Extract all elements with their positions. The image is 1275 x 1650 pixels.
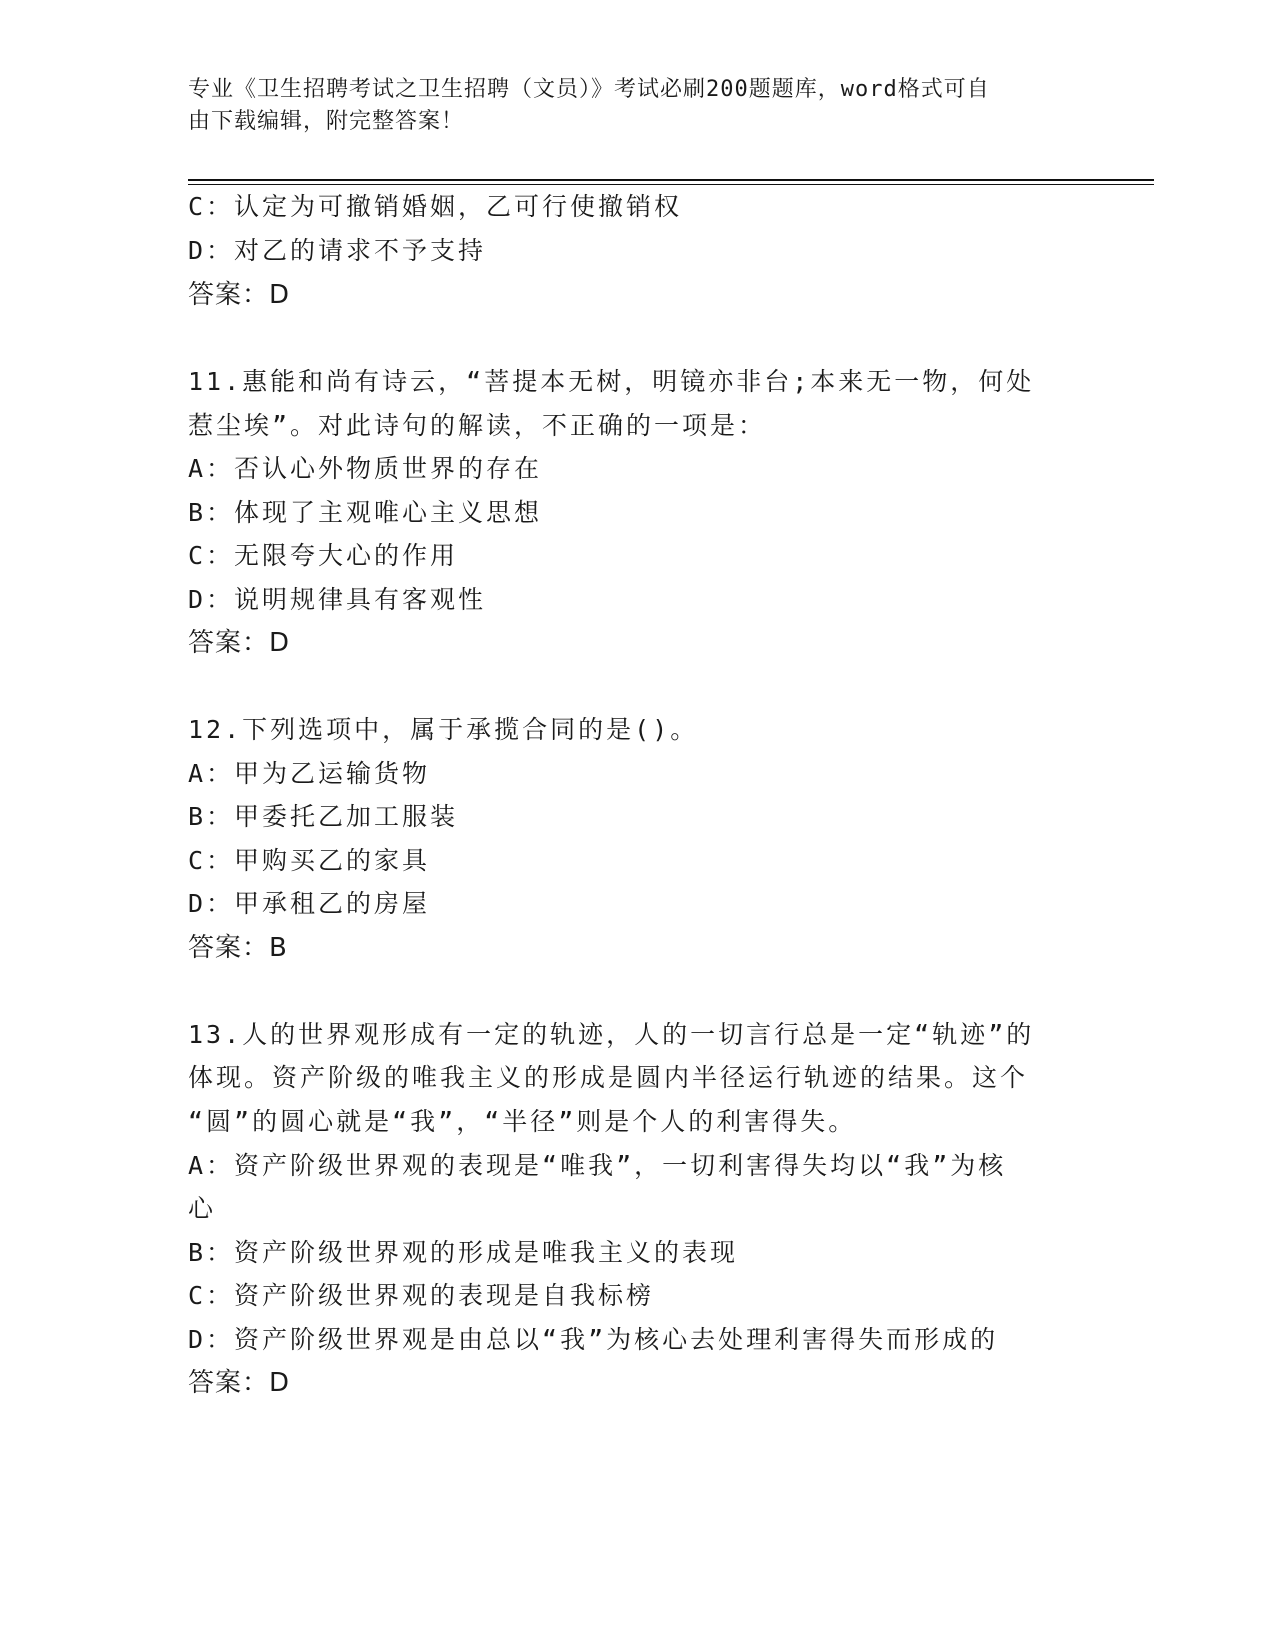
- q11-stem-line-1: 11.惠能和尚有诗云，“菩提本无树，明镜亦非台;本来无一物，何处: [188, 367, 1035, 396]
- q13-option-d: D：资产阶级世界观是由总以“我”为核心去处理利害得失而形成的: [188, 1325, 999, 1354]
- q11-option-b: B：体现了主观唯心主义思想: [188, 498, 543, 527]
- q11-stem-line-2: 惹尘埃”。对此诗句的解读，不正确的一项是：: [188, 411, 767, 440]
- q11-option-a: A：否认心外物质世界的存在: [188, 454, 543, 483]
- q12-option-d: D：甲承租乙的房屋: [188, 889, 431, 918]
- q13-stem-line-2: 体现。资产阶级的唯我主义的形成是圆内半径运行轨迹的结果。这个: [188, 1063, 1029, 1092]
- header-rule-thin: [188, 184, 1154, 185]
- q12-option-a: A：甲为乙运输货物: [188, 759, 431, 788]
- q12-option-b: B：甲委托乙加工服装: [188, 802, 459, 831]
- q11-answer: 答案：D: [188, 628, 291, 658]
- q10-answer: 答案：D: [188, 280, 291, 310]
- q12-option-c: C：甲购买乙的家具: [188, 846, 431, 875]
- q10-option-c: C：认定为可撤销婚姻，乙可行使撤销权: [188, 192, 683, 221]
- q13-option-a-line-1: A：资产阶级世界观的表现是“唯我”，一切利害得失均以“我”为核: [188, 1151, 1007, 1180]
- q10-option-d: D：对乙的请求不予支持: [188, 236, 487, 265]
- q13-option-c: C：资产阶级世界观的表现是自我标榜: [188, 1281, 655, 1310]
- q13-stem-line-1: 13.人的世界观形成有一定的轨迹，人的一切言行总是一定“轨迹”的: [188, 1020, 1035, 1049]
- q13-option-a-line-2: 心: [188, 1194, 217, 1223]
- q12-stem-line-1: 12.下列选项中，属于承揽合同的是()。: [188, 715, 699, 744]
- q13-option-b: B：资产阶级世界观的形成是唯我主义的表现: [188, 1238, 739, 1267]
- header-rule-thick: [188, 179, 1154, 181]
- q13-stem-line-3: “圆”的圆心就是“我”，“半径”则是个人的利害得失。: [188, 1107, 857, 1136]
- header-line-1: 专业《卫生招聘考试之卫生招聘（文员）》考试必刷200题题库，word格式可自: [188, 77, 990, 102]
- q13-answer: 答案：D: [188, 1368, 291, 1398]
- document-header: [188, 74, 1068, 138]
- q11-option-d: D：说明规律具有客观性: [188, 585, 487, 614]
- header-line-2: 由下载编辑，附完整答案！: [188, 109, 465, 134]
- q12-answer: 答案：B: [188, 933, 288, 963]
- q11-option-c: C：无限夸大心的作用: [188, 541, 459, 570]
